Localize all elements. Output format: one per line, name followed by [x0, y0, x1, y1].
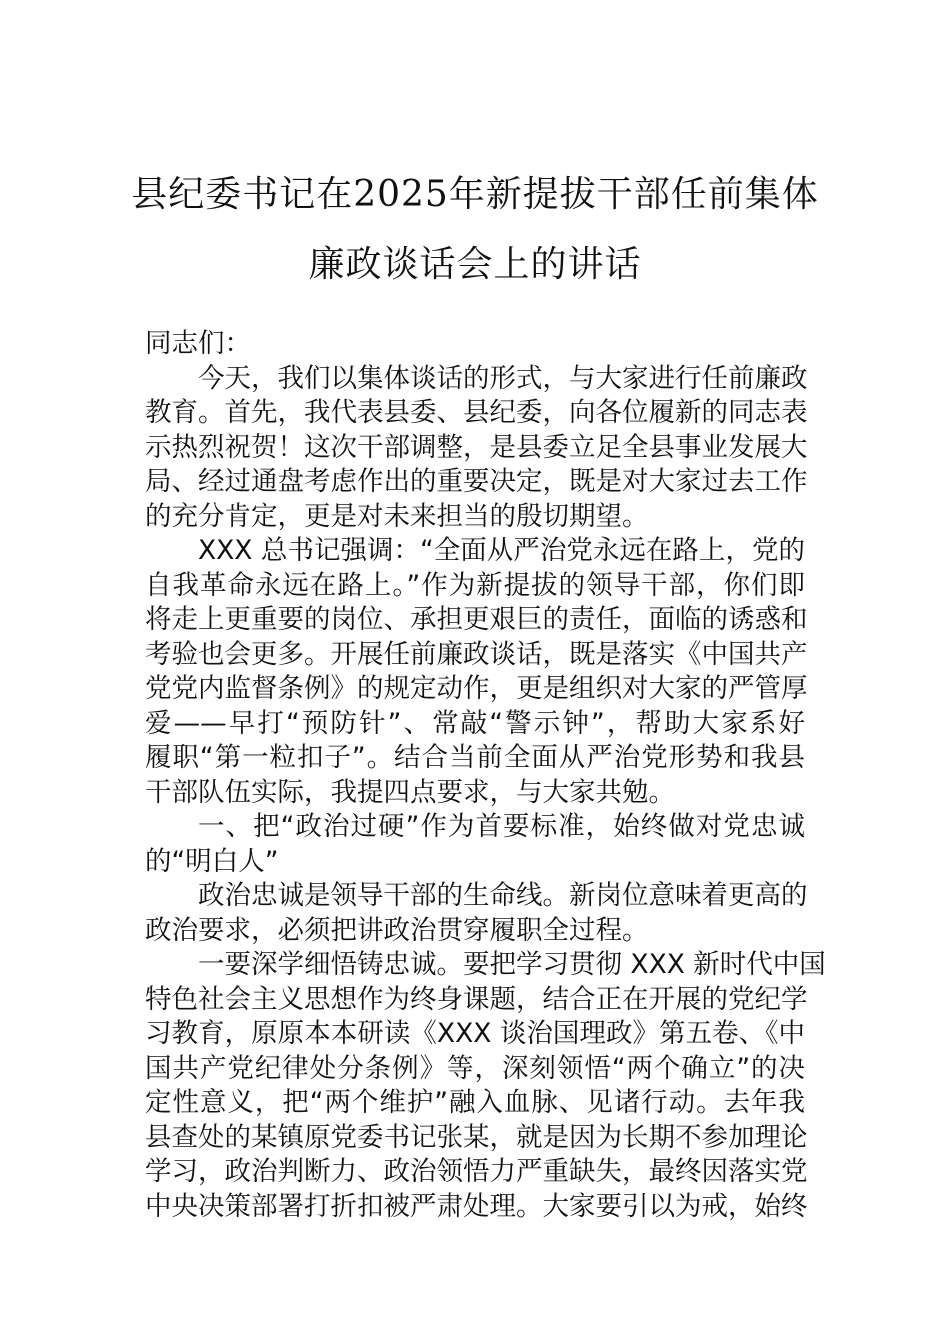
paragraph-line: 政治忠诚是领导干部的生命线。新岗位意味着更高的 [198, 880, 808, 911]
paragraph-line: 的“明白人” [145, 845, 279, 877]
document-title-line-2: 廉政谈话会上的讲话 [308, 244, 642, 285]
paragraph-line: XXX 总书记强调：“全面从严治党永远在路上，党的 [198, 535, 805, 566]
paragraph-line: 同志们： [145, 328, 251, 359]
paragraph-line: 党党内监督条例》的规定动作，更是组织对大家的严管厚 [145, 673, 808, 704]
paragraph-line: 履职“第一粒扣子”。结合当前全面从严治党形势和我县 [145, 742, 805, 773]
paragraph-line: 教育。首先，我代表县委、县纪委，向各位履新的同志表 [145, 397, 808, 428]
paragraph-line: 县查处的某镇原党委书记张某，就是因为长期不参加理论 [145, 1121, 808, 1153]
paragraph [145, 948, 826, 1224]
paragraph-line: 习教育，原原本本研读《XXX 谈治国理政》第五卷、《中 [145, 1018, 805, 1049]
paragraph [145, 810, 805, 879]
paragraph-line: 定性意义，把“两个维护”融入血脉、见诸行动。去年我 [145, 1087, 805, 1118]
paragraph-line: 将走上更重要的岗位、承担更艰巨的责任，面临的诱惑和 [145, 604, 808, 635]
paragraph-line: 国共产党纪律处分条例》等，深刻领悟“两个确立”的决 [145, 1052, 805, 1084]
paragraph-line: 干部队伍实际，我提四点要求，与大家共勉。 [145, 776, 675, 808]
paragraph-line: 自我革命永远在路上。”作为新提拔的领导干部，你们即 [145, 569, 805, 601]
document-title-line-1: 县纪委书记在2025年新提拔干部任前集体 [131, 174, 819, 215]
paragraph [145, 534, 808, 810]
paragraph-line: 一要深学细悟铸忠诚。要把学习贯彻 XXX 新时代中国 [198, 949, 826, 980]
paragraph-line: 考验也会更多。开展任前廉政谈话，既是落实《中国共产 [145, 638, 808, 670]
paragraph-line: 局、经过通盘考虑作出的重要决定，既是对大家过去工作 [145, 466, 808, 497]
paragraph [145, 879, 808, 948]
paragraph-line: 学习，政治判断力、政治领悟力严重缺失，最终因落实党 [145, 1156, 808, 1187]
paragraph [145, 327, 805, 362]
document-body [145, 327, 826, 1224]
paragraph-line: 示热烈祝贺！这次干部调整，是县委立足全县事业发展大 [145, 431, 808, 463]
paragraph-line: 政治要求，必须把讲政治贯穿履职全过程。 [145, 914, 649, 946]
paragraph-line: 中央决策部署打折扣被严肃处理。大家要引以为戒，始终 [145, 1190, 808, 1222]
paragraph-line: 特色社会主义思想作为终身课题，结合正在开展的党纪学 [145, 983, 808, 1015]
paragraph-line: 今天，我们以集体谈话的形式，与大家进行任前廉政 [198, 362, 808, 394]
paragraph-line: 的充分肯定，更是对未来担当的殷切期望。 [145, 500, 649, 532]
paragraph-line: 爱——早打“预防针”、常敲“警示钟”，帮助大家系好 [145, 707, 805, 739]
paragraph-line: 一、把“政治过硬”作为首要标准，始终做对党忠诚 [198, 811, 805, 842]
paragraph [145, 362, 808, 535]
